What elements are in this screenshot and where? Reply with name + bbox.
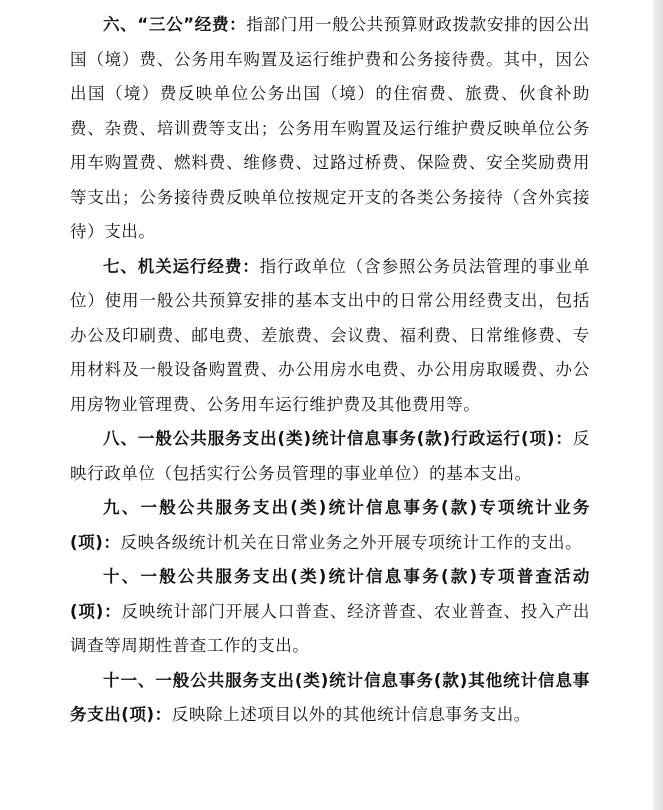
paragraph-agency-operating-expenses: [70, 250, 590, 423]
term-heading: 十一、一般公共服务支出(类)统计信息事务(款)其他统计信息事务支出(项)：: [70, 670, 590, 724]
document-body: [70, 8, 590, 733]
term-heading: 十、一般公共服务支出(类)统计信息事务(款)专项普查活动(项)：: [70, 567, 590, 621]
term-heading: 九、一般公共服务支出(类)统计信息事务(款)专项统计业务(项)：: [70, 498, 590, 552]
page-edge-shadow: [653, 0, 663, 810]
paragraph-census-activities: [70, 560, 590, 664]
paragraph-other-statistics: [70, 664, 590, 733]
paragraph-administrative-operation: [70, 422, 590, 491]
term-heading: 七、机关运行经费：: [103, 256, 260, 276]
paragraph-special-statistics: [70, 491, 590, 560]
term-definition: 指部门用一般公共预算财政拨款安排的因公出国（境）费、公务用车购置及运行维护费和公务接待费。其中，因公出国（境）费反映单位公务出国（境）的住宿费、旅费、伙食补助费、杂费、培训费等支出；公务用车购置及运行维护费反映单位公务用车购置费、燃料费、维修费、过路过桥费、保险费、安全奖励费用等支出；公务接待费反映单位按规定开支的各类公务接待（含外宾接待）支出。: [70, 15, 591, 241]
term-definition: 反映统计部门开展人口普查、经济普查、农业普查、投入产出调查等周期性普查工作的支出。: [70, 601, 591, 655]
term-definition: 反映各级统计机关在日常业务之外开展专项统计工作的支出。: [120, 532, 583, 552]
term-definition: 指行政单位（含参照公务员法管理的事业单位）使用一般公共预算安排的基本支出中的日常公用经费支出，包括办公及印刷费、邮电费、差旅费、会议费、福利费、日常维修费、专用材料及一般设备购置费、办公用房水电费、办公用房取暖费、办公用房物业管理费、公务用车运行维护费及其他费用等。: [70, 256, 590, 414]
term-heading: 八、一般公共服务支出(类)统计信息事务(款)行政运行(项)：: [103, 429, 573, 448]
term-heading: 六、“三公”经费：: [103, 15, 247, 34]
term-definition: 反映行政单位（包括实行公务员管理的事业单位）的基本支出。: [70, 429, 590, 483]
paragraph-san-gong-expenses: [70, 8, 590, 250]
term-definition: 反映除上述项目以外的其他统计信息事务支出。: [171, 705, 531, 724]
